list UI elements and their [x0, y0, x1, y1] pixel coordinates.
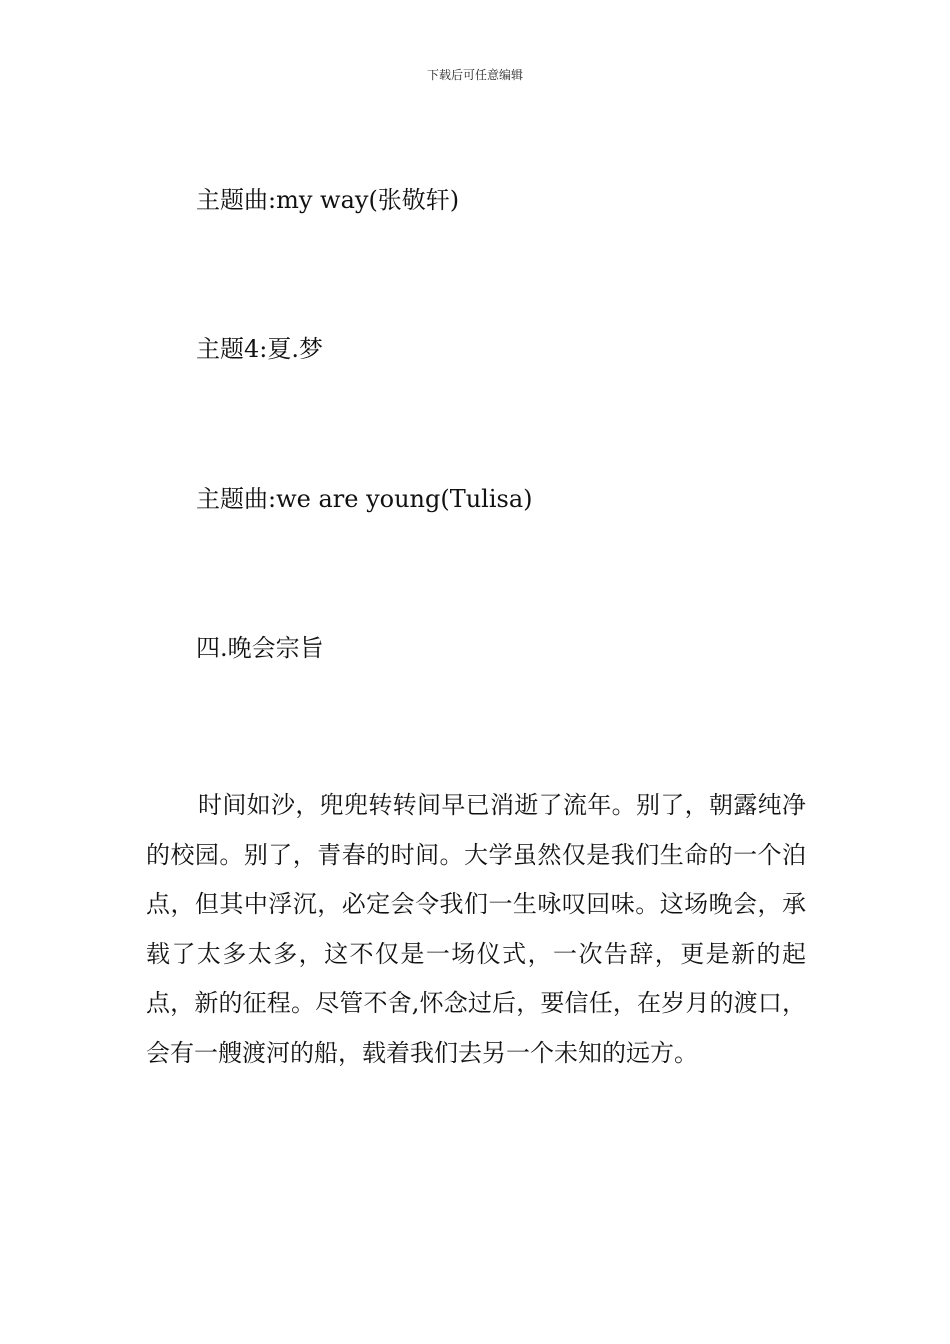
theme-song-line-2: 主题曲:we are young(Tulisa): [196, 485, 533, 513]
page-header: 下载后可任意编辑: [426, 68, 523, 82]
section-heading-purpose: 四.晚会宗旨: [196, 634, 324, 662]
theme-song-line-1: 主题曲:my way(张敬轩): [196, 186, 460, 214]
purpose-paragraph: 时间如沙，兜兜转转间早已消逝了流年。别了，朝露纯净的校园。别了，青春的时间。大学虽然仅是我们生命的一个泊点，但其中浮沉，必定会令我们一生咏叹回味。这场晚会，承载了太多太多，这不仅是一场仪式，一次告辞，更是新的起点，新的征程。尽管不舍,怀念过后，要信任，在岁月的渡口，会有一艘渡河的船，载着我们去另一个未知的远方。: [146, 791, 806, 1067]
theme-4-line: 主题4:夏.梦: [196, 335, 323, 363]
